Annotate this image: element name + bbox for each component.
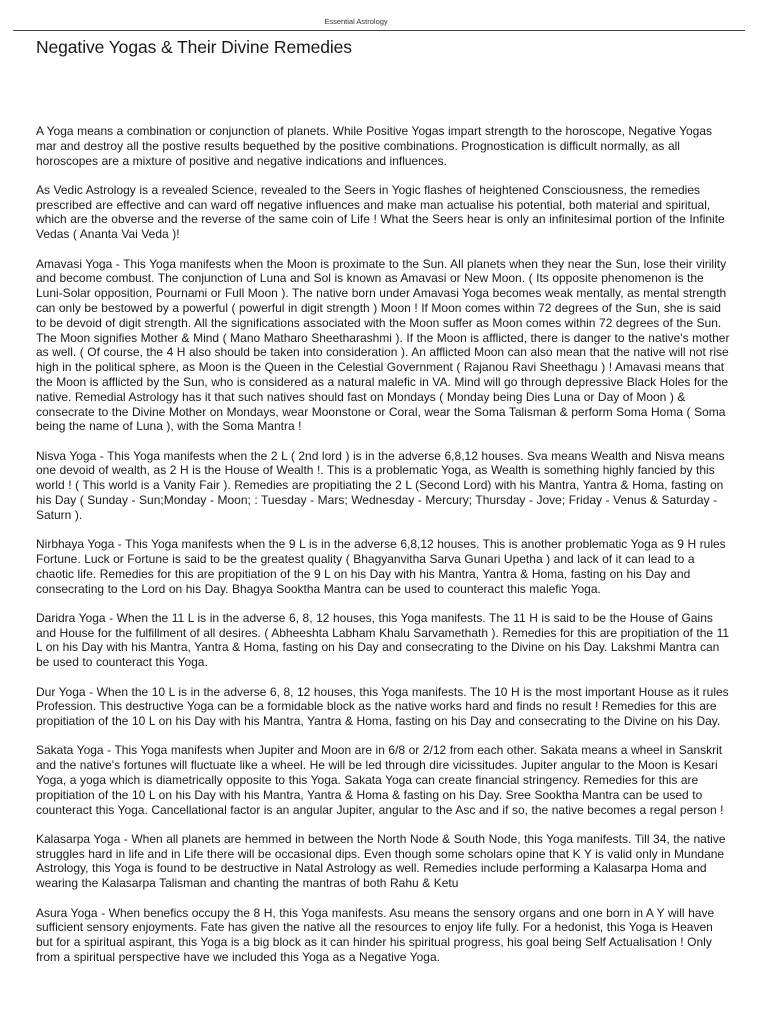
paragraph-daridra-yoga: Daridra Yoga - When the 11 L is in the adverse 6, 8, 12 houses, this Yoga manifests. The 11 H is said to be the House of Gains and House for the fulfillment of all desires. ( Abheeshta Labham Khalu Sarvamethath ). Remedies for this are propitiation of the 11 L on his Day with his Mantra, Yantra & Homa, fasting on his Day and consecrating to the Divine on his Day. Lakshmi Mantra can be used to counteract this Yoga. [36, 610, 730, 670]
paragraph-nisva-yoga: Nisva Yoga - This Yoga manifests when the 2 L ( 2nd lord ) is in the adverse 6,8,12 houses. Sva means Wealth and Nisva means one devoid of wealth, as 2 H is the House of Wealth !. This is a problematic Yoga, as Wealth is something highly fancied by this world ! ( This world is a Vanity Fair ). Remedies are propitiating the 2 L (Second Lord) with his Mantra, Yantra & Homa, fasting on his Day ( Sunday - Sun;Monday - Moon; : Tuesday - Mars; Wednesday - Mercury; Thursday - Jove; Friday - Venus & Saturday - Saturn ). [36, 448, 725, 522]
paragraph-vedic-astrology: As Vedic Astrology is a revealed Science, revealed to the Seers in Yogic flashes of heightened Consciousness, the remedies prescribed are effective and can ward off negative influences and make man actualise his potential, both material and spiritual, which are the obverse and the reverse of the same coin of Life ! What the Seers hear is only an infinitesimal portion of the Infinite Vedas ( Ananta Vai Veda )! [36, 182, 725, 242]
page-title: Negative Yogas & Their Divine Remedies [36, 37, 352, 57]
paragraph-kalasarpa-yoga: Kalasarpa Yoga - When all planets are hemmed in between the North Node & South Node, this Yoga manifests. Till 34, the native struggles hard in life and in Life there will be occasional dips. Even though some scholars opine that K Y is valid only in Mundane Astrology, this Yoga is found to be destructive in Natal Astrology as well. Remedies include performing a Kalasarpa Homa and wearing the Kalasarpa Talisman and chanting the mantras of both Rahu & Ketu [36, 831, 726, 891]
paragraph-amavasi-yoga: Amavasi Yoga - This Yoga manifests when the Moon is proximate to the Sun. All planets when they near the Sun, lose their virility and become combust. The conjunction of Luna and Sol is known as Amavasi or New Moon. ( Its opposite phenomenon is the Luni-Solar opposition, Pournami or Full Moon ). The native born under Amavasi Yoga becomes weak mentally, as mental strength can only be bestowed by a powerful ( powerful in digit strength ) Moon ! If Moon comes within 72 degrees of the Sun, she is said to be devoid of digit strength. All the significations associated with the Moon suffer as Moon comes within 72 degrees of the Sun. The Moon signifies Mother & Mind ( Mano Matharo Sheetharashmi ). If the Moon is afflicted, there is danger to the native's mother as well. ( Of course, the 4 H also should be taken into consideration ). An afflicted Moon can also mean that the native will not rise high in the political sphere, as Moon is the Queen in the Celestial Government ( Rajanou Ravi Sheethagu ) ! Amavasi means that the Moon is afflicted by the Sun, who is considered as a natural malefic in VA. Mind will go through depressive Black Holes for the native. Remedial Astrology has it that such natives should fast on Mondays ( Monday being Dies Luna or Day of Moon ) & consecrate to the Divine Mother on Mondays, wear Moonstone or Coral, wear the Soma Talisman & perform Soma Homa ( Soma being the name of Luna ), with the Soma Mantra ! [36, 256, 730, 434]
header-divider [13, 30, 745, 31]
paragraph-nirbhaya-yoga: Nirbhaya Yoga - This Yoga manifests when the 9 L is in the adverse 6,8,12 houses. This is another problematic Yoga as 9 H rules Fortune. Luck or Fortune is said to be the greatest quality ( Bhagyanvitha Sarva Gunari Upetha ) and lack of it can lead to a chaotic life. Remedies for this are propitiation of the 9 L on his Day with his Mantra, Yantra & Homa, fasting on his Day and consecrating to the Lord on his Day. Bhagya Sooktha Mantra can be used to counteract this malefic Yoga. [36, 537, 726, 596]
paragraph-dur-yoga: Dur Yoga - When the 10 L is in the adverse 6, 8, 12 houses, this Yoga manifests. The 10 H is the most important House as it rules Profession. This destructive Yoga can be a formidable block as the native works hard and finds no result ! Remedies for this are propitiation of the 10 L on his Day with his Mantra, Yantra & Homa, fasting on his Day and consecrating to the Divine on his Day. [36, 684, 729, 729]
article-body [36, 124, 730, 979]
running-header: Essential Astrology [324, 17, 388, 26]
paragraph-intro: A Yoga means a combination or conjunction of planets. While Positive Yogas impart strength to the horoscope, Negative Yogas mar and destroy all the postive results bequethed by the positive combinations. Prognostication is difficult normally, as all horoscopes are a mixture of positive and negative indications and influences. [36, 124, 713, 168]
paragraph-asura-yoga: Asura Yoga - When benefics occupy the 8 H, this Yoga manifests. Asu means the sensory organs and one born in A Y will have sufficient sensory enjoyments. Fate has given the native all the resources to enjoy life fully. For a hedonist, this Yoga is Heaven but for a spiritual aspirant, this Yoga is a big block as it can hinder his spiritual progress, his goal being Self Actualisation ! Only from a spiritual perspective have we included this Yoga as a Negative Yoga. [36, 905, 715, 964]
paragraph-sakata-yoga: Sakata Yoga - This Yoga manifests when Jupiter and Moon are in 6/8 or 2/12 from each other. Sakata means a wheel in Sanskrit and the native's fortunes will fluctuate like a wheel. He will be led through dire vicissitudes. Jupiter angular to the Moon is Kesari Yoga, a yoga which is diametrically opposite to this Yoga. Sakata Yoga can create financial stringency. Remedies for this are propitiation of the 10 L on his Day with his Mantra, Yantra & Homa & fasting on his Day. Sree Sooktha Mantra can be used to counteract this Yoga. Cancellational factor is an angular Jupiter, angular to the Asc and if so, the native becomes a regal person ! [36, 743, 724, 817]
